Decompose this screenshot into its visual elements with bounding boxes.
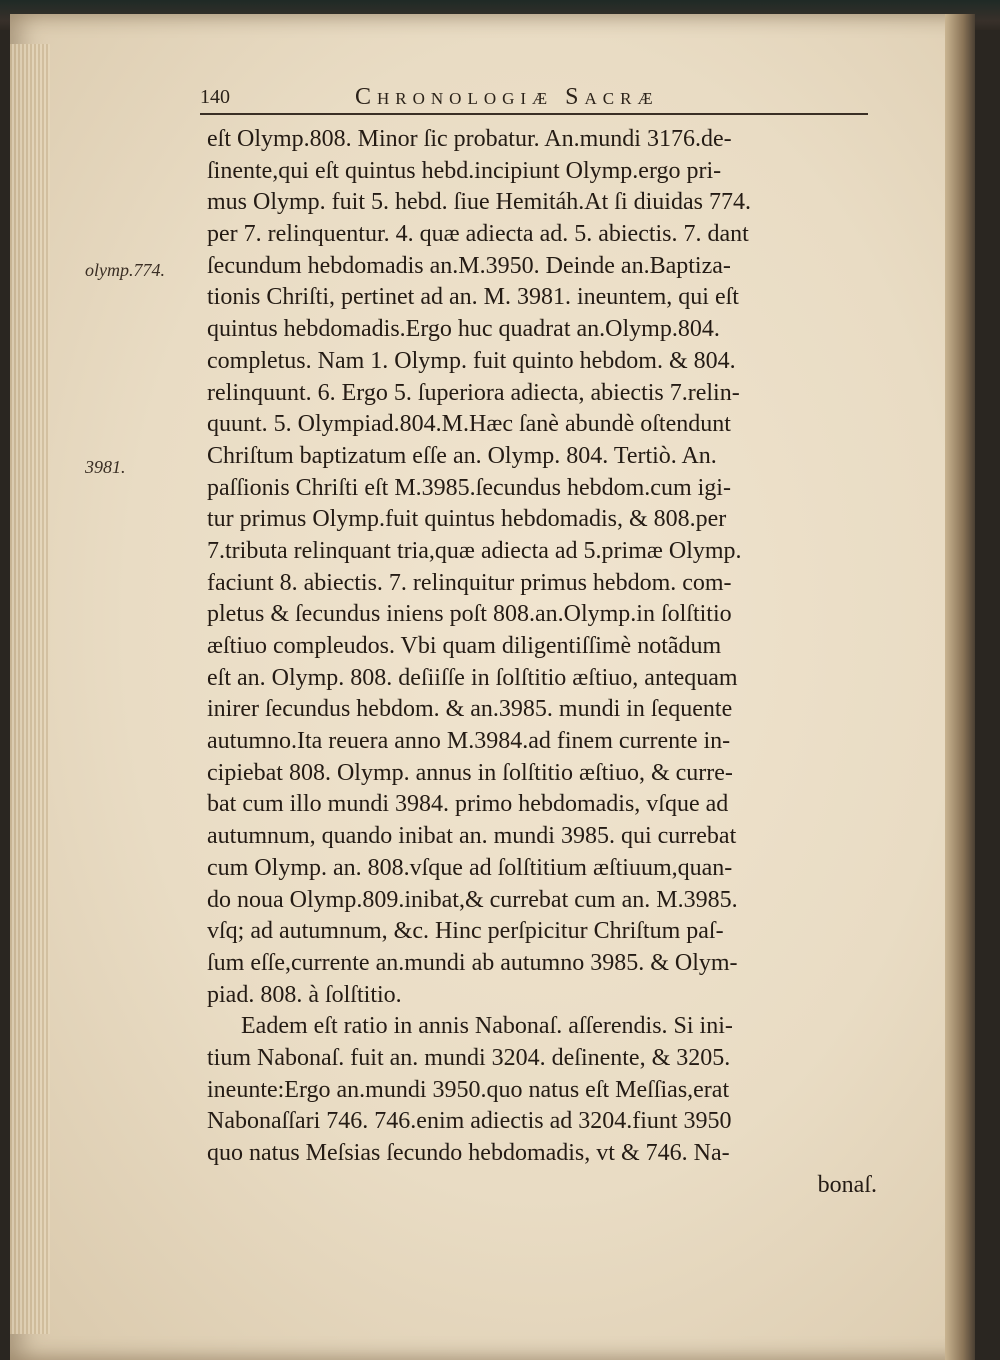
text-line: 7.tributa relinquant tria,quæ adiecta ad 5.primæ Olymp. [207,537,742,564]
page-gutter [945,14,975,1360]
page-edges [10,44,50,1334]
head-rule [200,113,868,115]
text-line: faciunt 8. abiectis. 7. relinquitur primus hebdom. com- [207,569,732,596]
text-line: quunt. 5. Olympiad.804.M.Hæc ſanè abundè oſtendunt [207,411,731,438]
margin-note: olymp.774. [85,260,165,280]
text-line: vſq; ad autumnum, &c. Hinc perſpicitur Chriſtum paſ- [207,918,724,945]
text-line: completus. Nam 1. Olymp. fuit quinto hebdom. & 804. [207,347,736,374]
text-line: tionis Chriſti, pertinet ad an. M. 3981. ineuntem, qui eſt [207,284,739,311]
text-line: pletus & ſecundus iniens poſt 808.an.Olymp.in ſolſtitio [207,601,732,628]
text-line: tium Nabonaſ. fuit an. mundi 3204. deſinente, & 3205. [207,1044,731,1071]
text-line: quintus hebdomadis.Ergo huc quadrat an.Olymp.804. [207,316,720,343]
text-line: inirer ſecundus hebdom. & an.3985. mundi in ſequente [207,696,733,723]
text-line: Nabonaſſari 746. 746.enim adiectis ad 3204.fiunt 3950 [207,1108,732,1135]
text-line: quo natus Meſsias ſecundo hebdomadis, vt & 746. Na- [207,1140,730,1166]
text-line: per 7. relinquentur. 4. quæ adiecta ad. 5. abiectis. 7. dant [207,221,749,248]
text-line: relinquunt. 6. Ergo 5. ſuperiora adiecta, abiectis 7.relin- [207,379,740,406]
text-line: ſinente,qui eſt quintus hebd.incipiunt Olymp.ergo pri- [207,157,722,184]
text-line: ineunte:Ergo an.mundi 3950.quo natus eſt Meſſias,erat [207,1076,730,1103]
text-line: do noua Olymp.809.inibat,& currebat cum an. M.3985. [207,886,738,913]
running-head [200,80,880,120]
text-line: eſt Olymp.808. Minor ſic probatur. An.mundi 3176.de- [207,126,732,152]
page-number: 140 [200,86,230,108]
text-line: piad. 808. à ſolſtitio. [207,981,402,1008]
text-line: Chriſtum baptizatum eſſe an. Olymp. 804. Tertiò. An. [207,442,717,469]
running-head-title: Chronologiæ Sacræ [355,84,659,110]
text-line: cipiebat 808. Olymp. annus in ſolſtitio æſtiuo, & curre- [207,759,733,786]
text-line: bat cum illo mundi 3984. primo hebdomadis, vſque ad [207,791,729,818]
text-line: cum Olymp. an. 808.vſque ad ſolſtitium æſtiuum,quan- [207,854,733,881]
text-line: autumnum, quando inibat an. mundi 3985. qui currebat [207,823,737,850]
text-line: ſum eſſe,currente an.mundi ab autumno 3985. & Olym- [207,949,738,976]
text-line: tur primus Olymp.fuit quintus hebdomadis, & 808.per [207,506,727,533]
text-line: eſt an. Olymp. 808. deſiiſſe in ſolſtitio æſtiuo, antequam [207,664,738,691]
text-line: mus Olymp. fuit 5. hebd. ſiue Hemitáh.At ſi diuidas 774. [207,189,751,216]
body-text [207,124,877,1201]
text-line: æſtiuo compleudos. Vbi quam diligentiſſimè notãdum [207,633,722,659]
text-line: ſecundum hebdomadis an.M.3950. Deinde an.Baptiza- [207,252,731,279]
text-line: Eadem eſt ratio in annis Nabonaſ. aſſerendis. Si ini- [241,1013,733,1040]
text-line: paſſionis Chriſti eſt M.3985.ſecundus hebdom.cum igi- [207,474,731,501]
text-line: autumno.Ita reuera anno M.3984.ad finem currente in- [207,728,731,755]
catchword: bonaſ. [817,1171,877,1198]
margin-note: 3981. [85,457,126,477]
